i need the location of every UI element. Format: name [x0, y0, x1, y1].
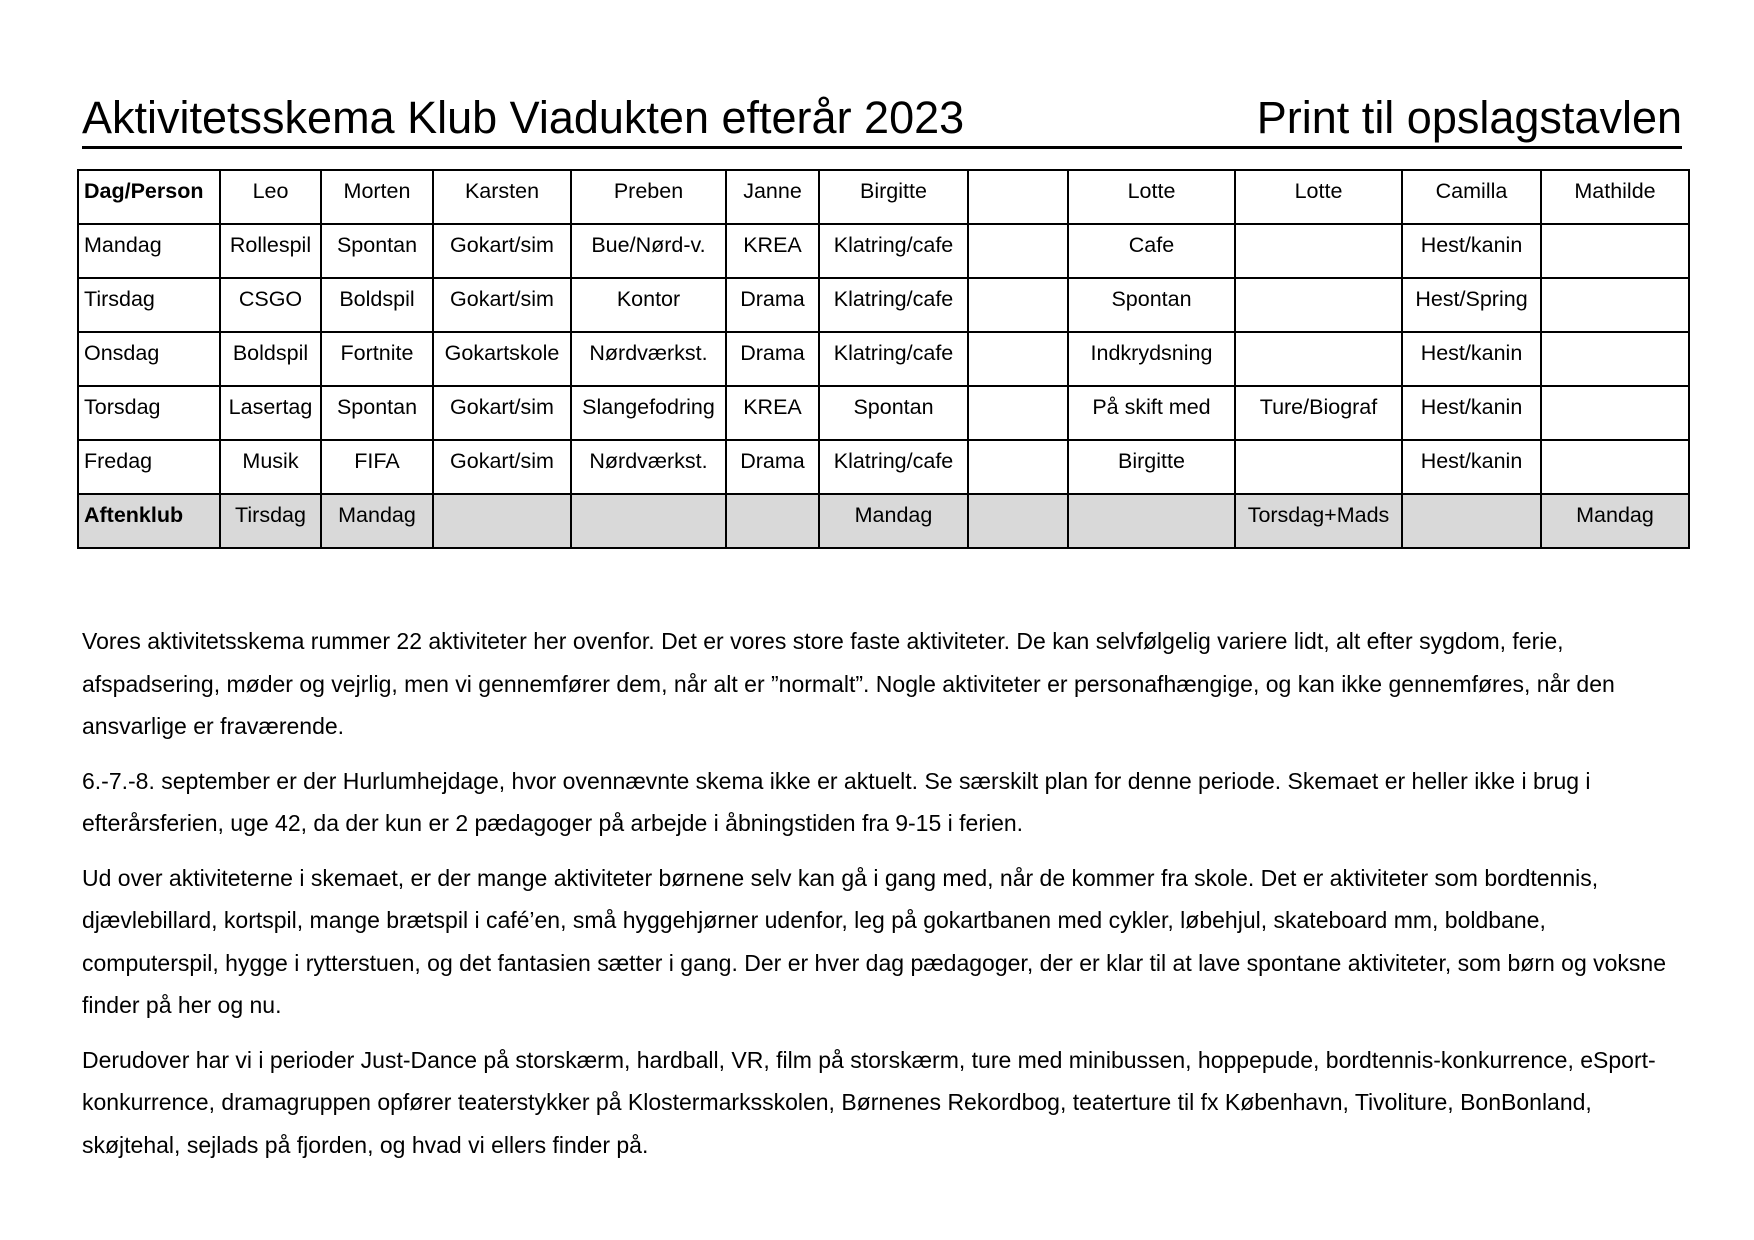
schedule-cell: Ture/Biograf	[1235, 386, 1402, 440]
schedule-cell: Gokart/sim	[433, 224, 571, 278]
schedule-cell	[1402, 494, 1541, 548]
schedule-cell	[968, 224, 1068, 278]
schedule-cell	[1068, 494, 1235, 548]
schedule-cell: Karsten	[433, 170, 571, 224]
schedule-cell	[968, 170, 1068, 224]
table-row	[78, 386, 1689, 440]
paragraph: 6.-7.-8. september er der Hurlumhejdage, hvor ovennævnte skema ikke er aktuelt. Se særskilt plan for denne periode. Skemaet er heller ikke i brug i efterårsferien, uge 42, da der kun er 2 pædagoger på arbejde i åbningstiden fra 9-15 i ferien.	[82, 767, 1591, 836]
schedule-cell	[968, 440, 1068, 494]
schedule-cell: Spontan	[321, 386, 433, 440]
schedule-cell: På skift med	[1068, 386, 1235, 440]
schedule-cell: CSGO	[220, 278, 321, 332]
paragraph: Vores aktivitetsskema rummer 22 aktiviteter her ovenfor. Det er vores store faste aktiviteter. De kan selvfølgelig variere lidt, alt efter sygdom, ferie, afspadsering, møder og vejrlig, men vi gennemfører dem, når alt er ”normalt”. Nogle aktiviteter er personafhængige, og kan ikke gennemføres, når den ansvarlige er fraværende.	[82, 628, 1615, 739]
schedule-cell: Tirsdag	[220, 494, 321, 548]
table-row	[78, 224, 1689, 278]
schedule-cell: Drama	[726, 278, 819, 332]
print-note: Print til opslagstavlen	[1256, 92, 1682, 143]
schedule-cell: Lasertag	[220, 386, 321, 440]
schedule-cell	[968, 332, 1068, 386]
schedule-cell: Hest/kanin	[1402, 332, 1541, 386]
table-row	[78, 278, 1689, 332]
schedule-cell: Boldspil	[321, 278, 433, 332]
schedule-cell: Klatring/cafe	[819, 332, 968, 386]
activity-schedule-table	[77, 169, 1690, 549]
schedule-cell: Hest/kanin	[1402, 386, 1541, 440]
schedule-cell: Nørdværkst.	[571, 332, 726, 386]
paragraph: Ud over aktiviteterne i skemaet, er der mange aktiviteter børnene selv kan gå i gang med, når de kommer fra skole. Det er aktiviteter som bordtennis, djævlebillard, kortspil, mange brætspil i café’en, små hyggehjørner udenfor, leg på gokartbanen med cykler, løbehjul, skateboard mm, boldbane, computerspil, hygge i rytterstuen, og det fantasien sætter i gang. Der er hver dag pædagoger, der er klar til at lave spontane aktiviteter, som børn og voksne finder på her og nu.	[82, 864, 1667, 1018]
row-label-cell: Fredag	[78, 440, 220, 494]
table-row	[78, 332, 1689, 386]
schedule-cell: Spontan	[321, 224, 433, 278]
paragraph: Derudover har vi i perioder Just-Dance på storskærm, hardball, VR, film på storskærm, ture med minibussen, hoppepude, bordtennis-konkurrence, eSport-konkurrence, dramagruppen opfører teaterstykker på Klostermarksskolen, Børnenes Rekordbog, teaterture til fx København, Tivoliture, BonBonland, skøjtehal, sejlads på fjorden, og hvad vi ellers finder på.	[82, 1046, 1656, 1158]
schedule-cell	[1541, 224, 1689, 278]
schedule-cell: FIFA	[321, 440, 433, 494]
schedule-cell: Camilla	[1402, 170, 1541, 224]
schedule-cell: KREA	[726, 224, 819, 278]
schedule-cell: Bue/Nørd-v.	[571, 224, 726, 278]
row-label-cell: Mandag	[78, 224, 220, 278]
table-row	[78, 440, 1689, 494]
schedule-cell: Hest/Spring	[1402, 278, 1541, 332]
schedule-cell	[571, 494, 726, 548]
schedule-cell: Mandag	[1541, 494, 1689, 548]
schedule-cell	[1541, 278, 1689, 332]
schedule-cell	[968, 494, 1068, 548]
page-title-bar	[82, 92, 1682, 149]
schedule-cell	[1235, 278, 1402, 332]
schedule-cell: Hest/kanin	[1402, 224, 1541, 278]
schedule-cell: Gokart/sim	[433, 386, 571, 440]
schedule-cell: Birgitte	[1068, 440, 1235, 494]
schedule-cell	[1235, 440, 1402, 494]
schedule-cell: Spontan	[1068, 278, 1235, 332]
schedule-cell: Cafe	[1068, 224, 1235, 278]
schedule-cell: Klatring/cafe	[819, 278, 968, 332]
schedule-cell: KREA	[726, 386, 819, 440]
table-header-row	[78, 170, 1689, 224]
schedule-cell: Lotte	[1235, 170, 1402, 224]
schedule-cell: Kontor	[571, 278, 726, 332]
schedule-cell	[1235, 224, 1402, 278]
row-label-cell: Aftenklub	[78, 494, 220, 548]
schedule-cell: Preben	[571, 170, 726, 224]
schedule-cell: Indkrydsning	[1068, 332, 1235, 386]
schedule-cell: Rollespil	[220, 224, 321, 278]
row-label-cell: Dag/Person	[78, 170, 220, 224]
description-text	[82, 620, 1682, 1178]
schedule-cell: Nørdværkst.	[571, 440, 726, 494]
schedule-cell: Janne	[726, 170, 819, 224]
schedule-cell	[726, 494, 819, 548]
schedule-cell: Gokart/sim	[433, 278, 571, 332]
schedule-cell	[1541, 386, 1689, 440]
schedule-cell	[968, 386, 1068, 440]
schedule-cell	[1541, 440, 1689, 494]
schedule-cell: Musik	[220, 440, 321, 494]
schedule-cell: Hest/kanin	[1402, 440, 1541, 494]
schedule-cell: Spontan	[819, 386, 968, 440]
row-label-cell: Tirsdag	[78, 278, 220, 332]
schedule-cell: Mandag	[321, 494, 433, 548]
schedule-cell: Klatring/cafe	[819, 224, 968, 278]
row-label-cell: Onsdag	[78, 332, 220, 386]
schedule-cell: Mathilde	[1541, 170, 1689, 224]
schedule-cell: Drama	[726, 440, 819, 494]
schedule-cell: Fortnite	[321, 332, 433, 386]
schedule-cell: Klatring/cafe	[819, 440, 968, 494]
schedule-cell: Gokart/sim	[433, 440, 571, 494]
schedule-cell: Leo	[220, 170, 321, 224]
schedule-cell: Birgitte	[819, 170, 968, 224]
schedule-cell: Drama	[726, 332, 819, 386]
schedule-cell: Lotte	[1068, 170, 1235, 224]
schedule-cell	[1541, 332, 1689, 386]
row-label-cell: Torsdag	[78, 386, 220, 440]
schedule-cell: Morten	[321, 170, 433, 224]
table-row-aftenklub	[78, 494, 1689, 548]
schedule-cell: Mandag	[819, 494, 968, 548]
page-title: Aktivitetsskema Klub Viadukten efterår 2023	[82, 92, 965, 143]
schedule-cell	[1235, 332, 1402, 386]
schedule-cell: Torsdag+Mads	[1235, 494, 1402, 548]
schedule-cell: Boldspil	[220, 332, 321, 386]
schedule-cell	[968, 278, 1068, 332]
schedule-cell	[433, 494, 571, 548]
schedule-cell: Gokartskole	[433, 332, 571, 386]
schedule-cell: Slangefodring	[571, 386, 726, 440]
